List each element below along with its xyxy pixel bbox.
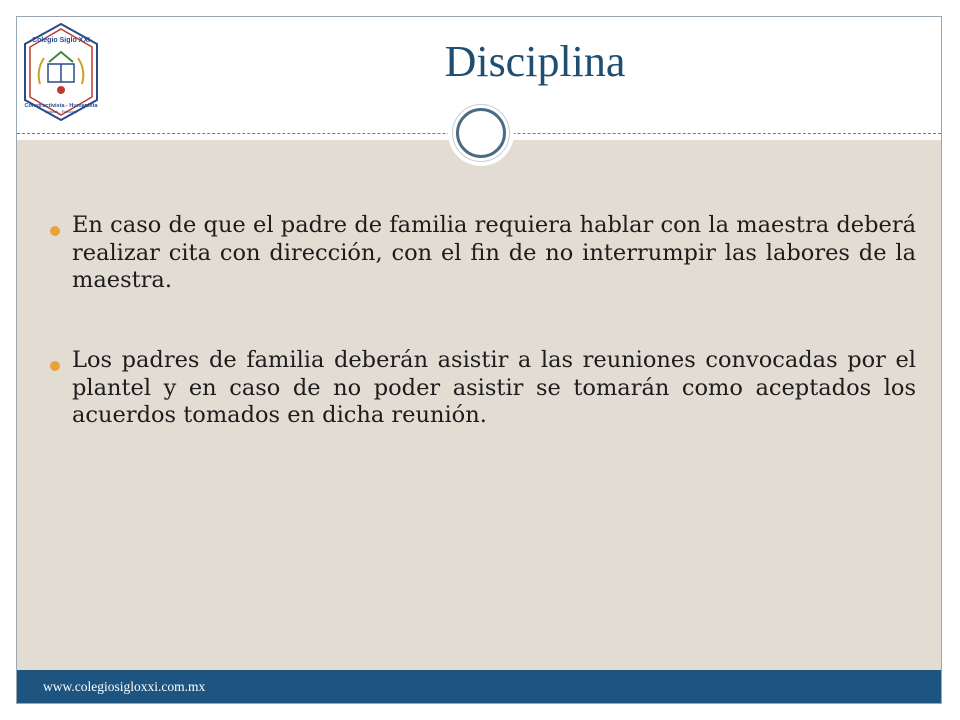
logo-motto: Constructivista - Humanista [24,103,98,109]
bullet-list [46,212,916,482]
footer-bar [17,670,941,703]
logo-languages: English - Français [44,109,78,114]
bullet-dot-icon [50,361,60,371]
school-logo [22,22,100,122]
bullet-dot-icon [50,226,60,236]
bullet-text: Los padres de familia deberán asistir a las reuniones convocadas por el plantel y en caso de no poder asistir se tomarán como aceptados los acuerdos tomados en dicha reunión. [72,347,916,429]
bullet-item [46,212,916,295]
slide-title: Disciplina [444,37,626,86]
bullet-text: En caso de que el padre de familia requiera hablar con la maestra deberá realizar cita con dirección, con el fin de no interrumpir las labores de la maestra. [72,212,916,294]
logo-name: Colegio Siglo XXI [32,37,90,44]
website-link[interactable]: www.colegiosigloxxi.com.mx [43,679,206,694]
bullet-item [46,347,916,430]
circle-ornament-inner [456,108,506,158]
